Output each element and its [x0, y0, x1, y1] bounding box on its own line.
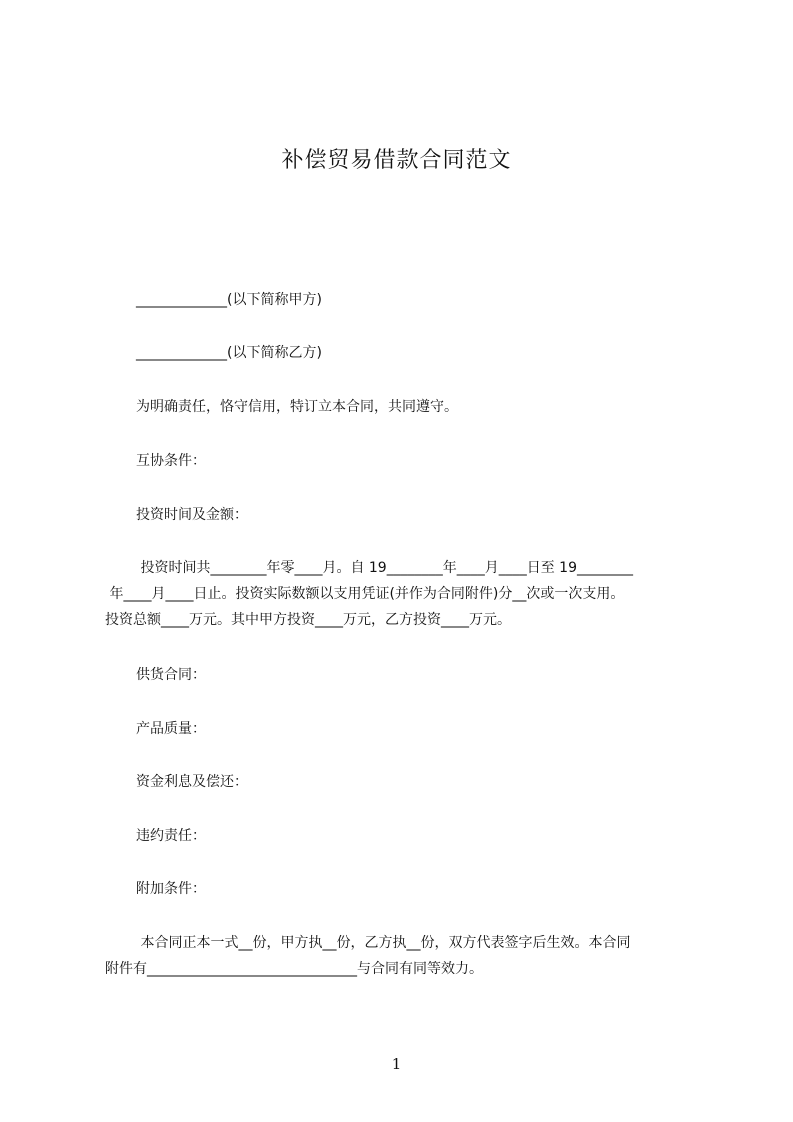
- investment-line-2: 年____月____日止。投资实际数额以支用凭证(并作为合同附件)分__次或一次支用。: [105, 586, 625, 602]
- section-product-quality: 产品质量：: [136, 721, 206, 737]
- page-number: 1: [391, 1055, 402, 1073]
- final-line-2: 附件有______________________________与合同有同等效力。: [105, 961, 483, 977]
- document-title: 补偿贸易借款合同范文: [281, 148, 512, 173]
- investment-line-1: 投资时间共________年零____月。自 19________年____月____日至 19________: [136, 560, 633, 576]
- section-supply-contract: 供货合同：: [136, 667, 206, 683]
- section-interest-repayment: 资金利息及偿还：: [136, 774, 248, 790]
- party-b-line: _____________(以下简称乙方): [136, 345, 322, 361]
- party-a-line: _____________(以下简称甲方): [136, 292, 322, 308]
- final-line-1: 本合同正本一式__份，甲方执__份，乙方执__份，双方代表签字后生效。本合同: [136, 935, 631, 951]
- section-investment: 投资时间及金额：: [136, 507, 248, 523]
- intro-paragraph: 为明确责任，恪守信用，特订立本合同，共同遵守。: [136, 399, 458, 415]
- section-breach-liability: 违约责任：: [136, 828, 206, 844]
- section-mutual-conditions: 互协条件：: [136, 453, 206, 469]
- investment-line-3: 投资总额____万元。其中甲方投资____万元，乙方投资____万元。: [105, 612, 511, 628]
- section-additional-conditions: 附加条件：: [136, 881, 206, 897]
